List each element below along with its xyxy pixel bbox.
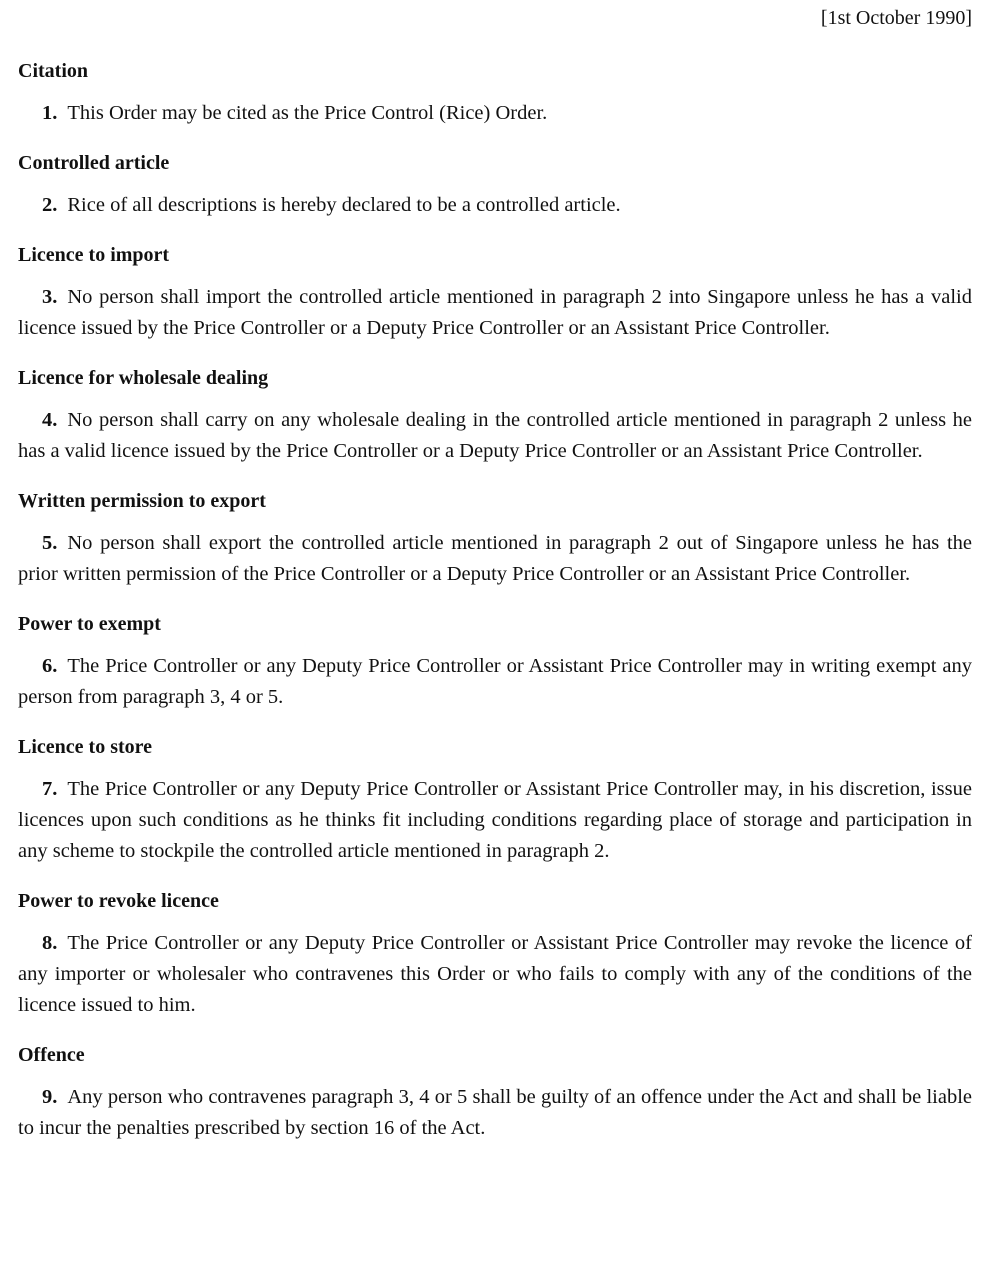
section-heading: Written permission to export [18, 490, 266, 512]
section-controlled-article [18, 150, 972, 221]
paragraph-number: 9. [42, 1086, 58, 1108]
section-heading: Power to revoke licence [18, 890, 219, 912]
paragraph-text: The Price Controller or any Deputy Price Controller or Assistant Price Controller may in writing exempt any person from paragraph 3, 4 or 5. [18, 655, 972, 708]
paragraph-text: Rice of all descriptions is hereby declared to be a controlled article. [67, 194, 621, 216]
section-paragraph [18, 405, 972, 467]
paragraph-number: 7. [42, 778, 58, 800]
paragraph-number: 5. [42, 532, 58, 554]
section-citation [18, 58, 972, 129]
paragraph-text: No person shall export the controlled article mentioned in paragraph 2 out of Singapore unless he has the prior written permission of the Price Controller or a Deputy Price Controller or an Assistant Price Controller. [18, 532, 972, 585]
section-paragraph [18, 98, 972, 129]
section-permission-export [18, 488, 972, 590]
section-licence-to-store [18, 734, 972, 867]
paragraph-text: No person shall carry on any wholesale dealing in the controlled article mentioned in paragraph 2 unless he has a valid licence issued by the Price Controller or a Deputy Price Controller or an Assistant Price Controller. [18, 409, 972, 462]
paragraph-number: 6. [42, 655, 58, 677]
section-paragraph [18, 774, 972, 867]
section-heading: Power to exempt [18, 613, 161, 635]
paragraph-number: 2. [42, 194, 58, 216]
paragraph-number: 3. [42, 286, 58, 308]
section-offence [18, 1042, 972, 1144]
commencement-date: [1st October 1990] [820, 7, 972, 29]
paragraph-number: 4. [42, 409, 58, 431]
section-paragraph [18, 190, 972, 221]
paragraph-number: 1. [42, 102, 58, 124]
paragraph-text: This Order may be cited as the Price Control (Rice) Order. [67, 102, 548, 124]
paragraph-number: 8. [42, 932, 58, 954]
section-heading: Citation [18, 60, 88, 82]
section-paragraph [18, 651, 972, 713]
section-heading: Licence for wholesale dealing [18, 367, 269, 389]
section-heading: Controlled article [18, 152, 170, 174]
section-paragraph [18, 528, 972, 590]
section-heading: Licence to import [18, 244, 170, 266]
paragraph-text: No person shall import the controlled article mentioned in paragraph 2 into Singapore unless he has a valid licence issued by the Price Controller or a Deputy Price Controller or an Assistant Price Controller. [18, 286, 972, 339]
paragraph-text: The Price Controller or any Deputy Price Controller or Assistant Price Controller may revoke the licence of any importer or wholesaler who contravenes this Order or who fails to comply with any of the conditions of the licence issued to him. [18, 932, 972, 1016]
section-power-to-exempt [18, 611, 972, 713]
sections [18, 58, 972, 1165]
section-paragraph [18, 928, 972, 1021]
section-power-to-revoke [18, 888, 972, 1021]
section-licence-wholesale [18, 365, 972, 467]
section-paragraph [18, 1082, 972, 1144]
section-heading: Licence to store [18, 736, 153, 758]
paragraph-text: The Price Controller or any Deputy Price Controller or Assistant Price Controller may, in his discretion, issue licences upon such conditions as he thinks fit including conditions regarding place of storage and participation in any scheme to stockpile the controlled article mentioned in paragraph 2. [18, 778, 972, 862]
section-licence-to-import [18, 242, 972, 344]
section-paragraph [18, 282, 972, 344]
paragraph-text: Any person who contravenes paragraph 3, 4 or 5 shall be guilty of an offence under the Act and shall be liable to incur the penalties prescribed by section 16 of the Act. [18, 1086, 972, 1139]
section-heading: Offence [18, 1044, 85, 1066]
